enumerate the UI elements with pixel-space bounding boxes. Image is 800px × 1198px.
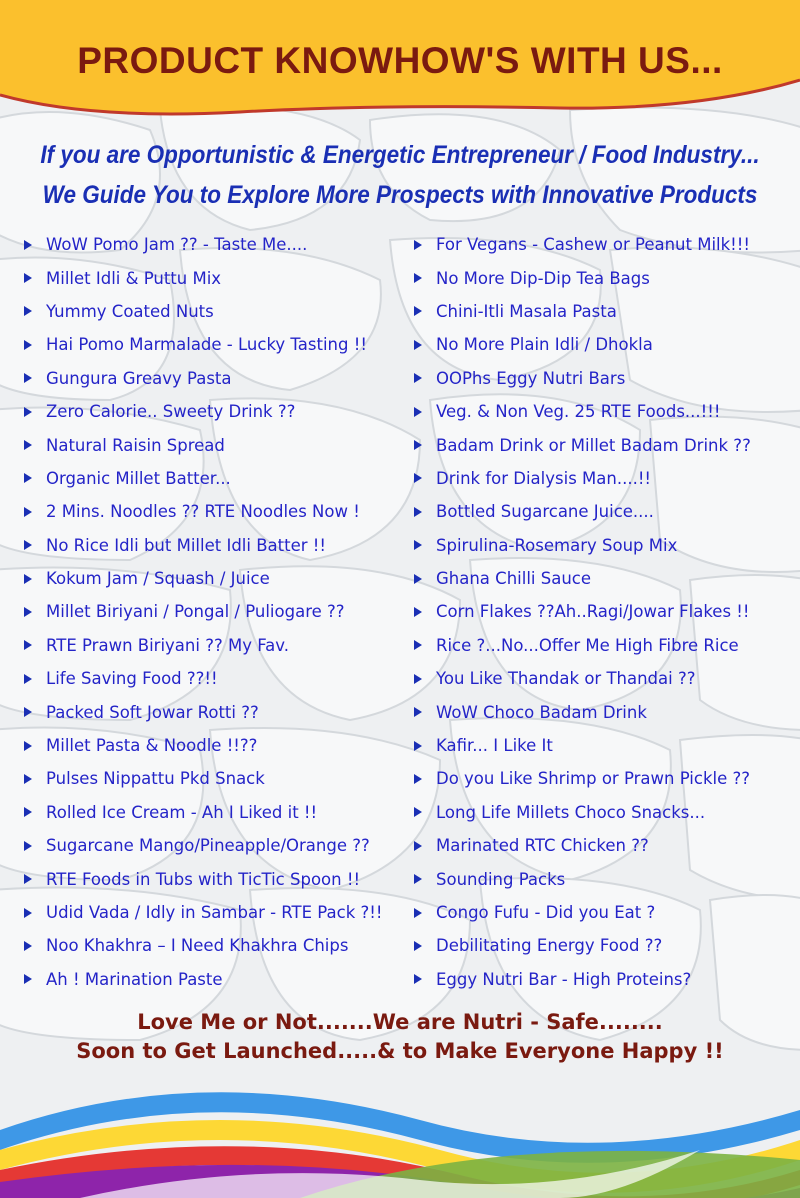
product-item-label: Millet Idli & Puttu Mix xyxy=(46,268,222,288)
product-item xyxy=(20,295,410,328)
product-item xyxy=(410,963,800,996)
triangle-bullet-icon xyxy=(414,340,422,350)
product-item xyxy=(410,729,800,762)
triangle-bullet-icon xyxy=(24,507,32,517)
product-item-label: Congo Fufu - Did you Eat ? xyxy=(436,903,656,922)
product-item-label: WoW Pomo Jam ?? - Taste Me.... xyxy=(46,235,308,255)
product-item xyxy=(20,395,410,428)
product-item-label: Ghana Chilli Sauce xyxy=(436,569,591,589)
product-item-label: Life Saving Food ??!! xyxy=(46,669,218,689)
footer-line-2: Soon to Get Launched.....& to Make Everyone Happy !! xyxy=(76,1039,724,1063)
product-item-label: Long Life Millets Choco Snacks... xyxy=(436,802,706,822)
product-item xyxy=(410,395,800,428)
triangle-bullet-icon xyxy=(24,373,32,383)
product-list-left xyxy=(20,228,410,996)
triangle-bullet-icon xyxy=(24,941,32,951)
product-item xyxy=(20,862,410,895)
triangle-bullet-icon xyxy=(24,306,32,316)
product-item-label: Kokum Jam / Squash / Juice xyxy=(46,569,270,589)
product-item-label: Zero Calorie.. Sweety Drink ?? xyxy=(46,402,296,422)
product-item xyxy=(20,228,410,261)
product-item xyxy=(410,495,800,528)
product-item-label: For Vegans - Cashew or Peanut Milk!!! xyxy=(436,235,751,255)
product-item-label: Noo Khakhra – I Need Khakhra Chips xyxy=(46,936,349,956)
triangle-bullet-icon xyxy=(414,373,422,383)
product-item xyxy=(410,362,800,395)
product-item xyxy=(20,695,410,728)
footer-line-1: Love Me or Not.......We are Nutri - Safe........ xyxy=(137,1010,663,1034)
product-item xyxy=(410,796,800,829)
triangle-bullet-icon xyxy=(414,807,422,817)
triangle-bullet-icon xyxy=(24,707,32,717)
product-item xyxy=(20,595,410,628)
product-item-label: WoW Choco Badam Drink xyxy=(436,702,647,722)
triangle-bullet-icon xyxy=(414,908,422,918)
triangle-bullet-icon xyxy=(414,440,422,450)
triangle-bullet-icon xyxy=(414,941,422,951)
product-item-label: Millet Pasta & Noodle !!?? xyxy=(46,736,258,756)
triangle-bullet-icon xyxy=(24,640,32,650)
decorative-swoosh xyxy=(0,1070,800,1198)
triangle-bullet-icon xyxy=(24,607,32,617)
product-item xyxy=(410,896,800,929)
product-item-label: No More Dip-Dip Tea Bags xyxy=(436,268,650,288)
triangle-bullet-icon xyxy=(414,540,422,550)
product-item-label: RTE Foods in Tubs with TicTic Spoon !! xyxy=(46,869,361,889)
triangle-bullet-icon xyxy=(24,874,32,884)
product-item-label: Pulses Nippattu Pkd Snack xyxy=(46,769,265,789)
product-item-label: Millet Biriyani / Pongal / Puliogare ?? xyxy=(46,602,345,622)
triangle-bullet-icon xyxy=(414,874,422,884)
triangle-bullet-icon xyxy=(24,807,32,817)
triangle-bullet-icon xyxy=(414,507,422,517)
product-item-label: RTE Prawn Biriyani ?? My Fav. xyxy=(46,635,290,655)
product-item-label: Ah ! Marination Paste xyxy=(46,969,223,989)
product-item xyxy=(410,695,800,728)
product-item-label: Rice ?...No...Offer Me High Fibre Rice xyxy=(436,635,739,655)
product-item xyxy=(410,462,800,495)
product-item-label: OOPhs Eggy Nutri Bars xyxy=(436,368,626,388)
product-item xyxy=(410,529,800,562)
triangle-bullet-icon xyxy=(414,240,422,250)
triangle-bullet-icon xyxy=(24,674,32,684)
product-item xyxy=(20,963,410,996)
product-item xyxy=(410,762,800,795)
triangle-bullet-icon xyxy=(24,908,32,918)
product-item-label: Gungura Greavy Pasta xyxy=(46,368,232,388)
product-item-label: Eggy Nutri Bar - High Proteins? xyxy=(436,969,692,989)
product-item xyxy=(410,328,800,361)
product-item xyxy=(410,929,800,962)
triangle-bullet-icon xyxy=(24,974,32,984)
product-item-label: Kafir... I Like It xyxy=(436,736,553,756)
product-item-label: Marinated RTC Chicken ?? xyxy=(436,836,649,856)
triangle-bullet-icon xyxy=(414,774,422,784)
triangle-bullet-icon xyxy=(24,273,32,283)
triangle-bullet-icon xyxy=(24,407,32,417)
product-item xyxy=(20,495,410,528)
product-item-label: Rolled Ice Cream - Ah I Liked it !! xyxy=(46,802,318,822)
product-item-label: Natural Raisin Spread xyxy=(46,435,225,455)
product-item-label: Veg. & Non Veg. 25 RTE Foods...!!! xyxy=(436,402,721,422)
product-item-label: Hai Pomo Marmalade - Lucky Tasting !! xyxy=(46,335,367,355)
product-item xyxy=(20,796,410,829)
product-item xyxy=(20,629,410,662)
triangle-bullet-icon xyxy=(24,774,32,784)
product-item xyxy=(410,862,800,895)
triangle-bullet-icon xyxy=(24,841,32,851)
product-item-label: No More Plain Idli / Dhokla xyxy=(436,335,653,355)
product-item xyxy=(410,261,800,294)
product-item xyxy=(410,829,800,862)
product-item xyxy=(20,662,410,695)
triangle-bullet-icon xyxy=(414,273,422,283)
product-item xyxy=(410,662,800,695)
product-item xyxy=(410,228,800,261)
product-item xyxy=(20,428,410,461)
product-item-label: Do you Like Shrimp or Prawn Pickle ?? xyxy=(436,769,751,789)
product-item xyxy=(20,929,410,962)
product-item-label: Spirulina-Rosemary Soup Mix xyxy=(436,535,678,555)
product-item xyxy=(20,829,410,862)
product-item-label: Sounding Packs xyxy=(436,869,566,889)
intro-line-1: If you are Opportunistic & Energetic Entrepreneur / Food Industry... xyxy=(40,141,760,169)
product-item xyxy=(20,328,410,361)
product-item-label: Drink for Dialysis Man....!! xyxy=(436,468,652,488)
product-item xyxy=(20,896,410,929)
product-item xyxy=(20,762,410,795)
triangle-bullet-icon xyxy=(414,473,422,483)
triangle-bullet-icon xyxy=(414,674,422,684)
triangle-bullet-icon xyxy=(414,574,422,584)
product-item xyxy=(410,595,800,628)
product-item-label: Corn Flakes ??Ah..Ragi/Jowar Flakes !! xyxy=(436,602,750,622)
product-item-label: Packed Soft Jowar Rotti ?? xyxy=(46,702,259,722)
product-item xyxy=(410,629,800,662)
triangle-bullet-icon xyxy=(414,407,422,417)
triangle-bullet-icon xyxy=(414,741,422,751)
triangle-bullet-icon xyxy=(24,473,32,483)
product-item xyxy=(410,295,800,328)
triangle-bullet-icon xyxy=(24,340,32,350)
product-item xyxy=(20,362,410,395)
product-item xyxy=(410,562,800,595)
triangle-bullet-icon xyxy=(24,574,32,584)
product-item-label: Sugarcane Mango/Pineapple/Orange ?? xyxy=(46,836,370,856)
product-item-label: Badam Drink or Millet Badam Drink ?? xyxy=(436,435,751,455)
triangle-bullet-icon xyxy=(24,540,32,550)
product-item-label: 2 Mins. Noodles ?? RTE Noodles Now ! xyxy=(46,502,360,522)
triangle-bullet-icon xyxy=(414,707,422,717)
page-title: PRODUCT KNOWHOW'S WITH US... xyxy=(77,40,723,81)
product-item-label: Bottled Sugarcane Juice.... xyxy=(436,502,654,522)
triangle-bullet-icon xyxy=(414,841,422,851)
triangle-bullet-icon xyxy=(414,607,422,617)
product-item xyxy=(20,462,410,495)
product-item-label: Debilitating Energy Food ?? xyxy=(436,936,663,956)
product-item-label: You Like Thandak or Thandai ?? xyxy=(436,669,696,689)
product-item xyxy=(20,562,410,595)
intro-line-2: We Guide You to Explore More Prospects with Innovative Products xyxy=(42,181,758,209)
product-item xyxy=(20,529,410,562)
triangle-bullet-icon xyxy=(414,640,422,650)
product-item xyxy=(20,261,410,294)
product-item xyxy=(410,428,800,461)
triangle-bullet-icon xyxy=(24,741,32,751)
product-item-label: Chini-Itli Masala Pasta xyxy=(436,301,617,321)
product-item-label: No Rice Idli but Millet Idli Batter !! xyxy=(46,535,326,555)
product-item xyxy=(20,729,410,762)
product-list-right xyxy=(410,228,800,996)
product-item-label: Yummy Coated Nuts xyxy=(46,301,214,321)
product-item-label: Udid Vada / Idly in Sambar - RTE Pack ?!! xyxy=(46,903,383,922)
triangle-bullet-icon xyxy=(414,306,422,316)
triangle-bullet-icon xyxy=(24,240,32,250)
product-item-label: Organic Millet Batter... xyxy=(46,468,231,488)
triangle-bullet-icon xyxy=(24,440,32,450)
triangle-bullet-icon xyxy=(414,974,422,984)
